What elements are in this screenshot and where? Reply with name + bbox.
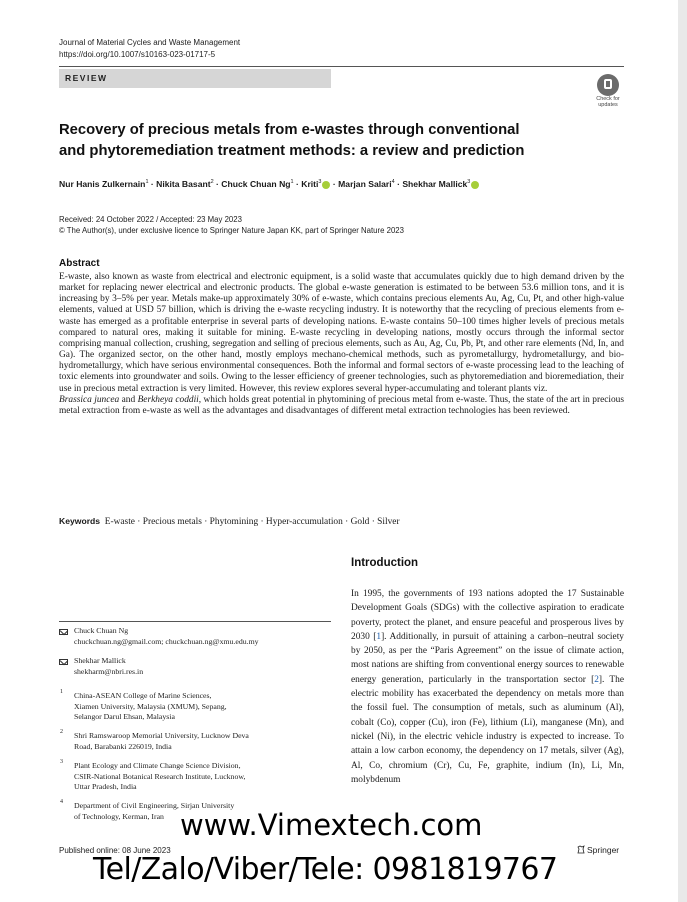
affiliation: Shri Ramswaroop Memorial University, Lucknow Deva Road, Barabanki 226019, India [74, 731, 249, 751]
check-for-updates-badge[interactable] [591, 74, 625, 108]
check-updates-text: Check for updates [596, 96, 620, 108]
envelope-icon [59, 659, 68, 665]
affiliation-number: 2 [60, 729, 63, 735]
article-type-label: REVIEW [65, 73, 108, 83]
introduction-body: In 1995, the governments of 193 nations adopted the 17 Sustainable Development Goals (SDGs) with the collective aspiration to eradicate poverty, protect the planet, and ensure peaceful and prosperous lives by 2030 [1]. Additionally, in pursuit of attaining a carbon–neutral society by 2050, as per the “Paris Agreement” on the issue of climate action, most nations are shifting from conventional energy sources to renewable energy generation, particularly in the transportation sector [2]. The electric mobility has exacerbated the dependency on metals more than the fossil fuel. The consumption of metals, such as aluminum (Al), cobalt (Co), copper (Cu), iron (Fe), lithium (Li), manganese (Mn), and nickel (Ni), in the electric vehicle industry is expected to increase. To attain a low carbon economy, the dependency on 17 metals, silver (Ag), Al, Co, chromium (Cr), Cu, Fe, graphite, indium (In), Li, Mn, molybdenum [351, 589, 624, 785]
corresponding-author: Shekhar Mallick shekharm@nbri.res.in [74, 656, 144, 676]
abstract-body: E-waste, also known as waste from electrical and electronic equipment, is a solid waste that accumulates quickly due to high demand driven by the market for replacing newer electrical and electronic products. The global e-waste generation is estimated to be between 53.6 million tons, and it is increasing by 3–5% per year. Metals make-up approximately 30% of e-waste, which contains precious elements Au, Ag, Cu, Pt, and other high-value elements, valued at USD 57 billion, which is driving the e-waste recycling industry. It is noteworthy that the recycling of precious elements from e-waste has emerged as a profitable enterprise in several parts of developing nations. E-waste contains 50–100 times higher levels of precious metals compared to natural ores, making it suitable for mining. E-waste recycling in developing nations, mostly occurs through the informal sector comprising manual collection, crushing, segregation and selling of precious elements, such as Au, Ag, Cu, Pb, Pt, and other rare elements (Nd, In, and Ga). The organized sector, on the other hand, mostly employs mechano-chemical methods, such as pyrometallurgy, hydrometallurgy, and bio-hydrometallurgy, which have serious environmental consequences. Both the informal and formal sectors of e-waste processing lead to the leaching of toxic elements into groundwater and soils. Owing to the lesser efficiency of greener technologies, such as phytoremediation and bioremediation, their use in precious metal extraction is very limited. However, this review explores several hyper-accumulating and tolerant plants viz. Brassica juncea and Berkheya coddii, which holds great potential in phytomining of precious metal from e-waste. Thus, the state of the art in precious metal extraction from e-waste as well as the advantages and disadvantages of different metal extraction technologies has been reviewed. [59, 272, 625, 416]
footnote-rule [59, 621, 331, 622]
orcid-icon[interactable] [471, 181, 479, 189]
author-name[interactable]: Marjan Salari [338, 179, 392, 189]
author-name[interactable]: Nur Hanis Zulkernain [59, 179, 146, 189]
page-edge [678, 0, 687, 902]
article-type-band [59, 69, 331, 88]
citation-link[interactable]: 2 [594, 674, 599, 685]
author-name[interactable]: Shekhar Mallick [402, 179, 468, 189]
affiliation-number: 4 [60, 799, 63, 805]
doi-link[interactable]: https://doi.org/10.1007/s10163-023-01717-5 [59, 50, 216, 59]
abstract-heading: Abstract [59, 258, 100, 269]
published-date: Published online: 08 June 2023 [59, 846, 171, 855]
author-name[interactable]: Kriti [301, 179, 319, 189]
received-accepted-dates: Received: 24 October 2022 / Accepted: 23 May 2023 [59, 215, 242, 224]
affiliation-number: 1 [60, 689, 63, 695]
species-name: Brassica juncea [59, 394, 120, 405]
paper-title [59, 120, 579, 162]
keywords-heading: Keywords [59, 516, 101, 526]
author-name[interactable]: Chuck Chuan Ng [221, 179, 291, 189]
email-link[interactable]: shekharm@nbri.res.in [74, 666, 144, 676]
author-name[interactable]: Nikita Basant [156, 179, 211, 189]
affiliation: Department of Civil Engineering, Sirjan University of Technology, Kerman, Iran [74, 801, 235, 821]
species-name: Berkheya coddii [137, 394, 199, 405]
journal-name: Journal of Material Cycles and Waste Management [59, 38, 241, 47]
citation-link[interactable]: 1 [376, 631, 382, 642]
title-line-2: and phytoremediation treatment methods: a review and prediction [59, 143, 525, 159]
license-statement: © The Author(s), under exclusive licence to Springer Nature Japan KK, part of Springer Nature 2023 [59, 226, 404, 235]
introduction-heading: Introduction [351, 557, 419, 569]
watermark-website: www.Vimextech.com [180, 808, 483, 842]
keywords [59, 516, 400, 527]
author-list: Nur Hanis Zulkernain$^1$ · Nikita Basant$^2$ · Chuck Chuan $Ng^1$ · Kriti$^3$ · Marjan Salari$^4$ · Shekhar Mallick$^3$ [59, 179, 479, 189]
envelope-icon [59, 629, 68, 635]
publisher-logo: Springer [577, 845, 619, 855]
affiliation: Plant Ecology and Climate Change Science Division, CSIR-National Botanical Research Institute, Lucknow, Uttar Pradesh, India [74, 761, 246, 791]
affiliation: China-ASEAN College of Marine Sciences, Xiamen University, Malaysia (XMUM), Sepang, Selangor Darul Ehsan, Malaysia [74, 691, 227, 721]
keywords-list: E-waste · Precious metals · Phytomining · Hyper-accumulation · Gold · Silver [104, 517, 400, 527]
email-link[interactable]: chuckchuan.ng@gmail.com; chuckchuan.ng@xmu.edu.my [74, 636, 259, 646]
title-line-1: Recovery of precious metals from e-wastes through conventional [59, 122, 520, 138]
header-rule [59, 66, 624, 67]
check-updates-icon [597, 74, 619, 96]
affiliation-number: 3 [60, 759, 63, 765]
springer-horse-icon [577, 845, 585, 854]
watermark-phone: Tel/Zalo/Viber/Tele: 0981819767 [93, 852, 558, 887]
corresponding-author: Chuck Chuan Ng chuckchuan.ng@gmail.com; chuckchuan.ng@xmu.edu.my [74, 626, 259, 646]
